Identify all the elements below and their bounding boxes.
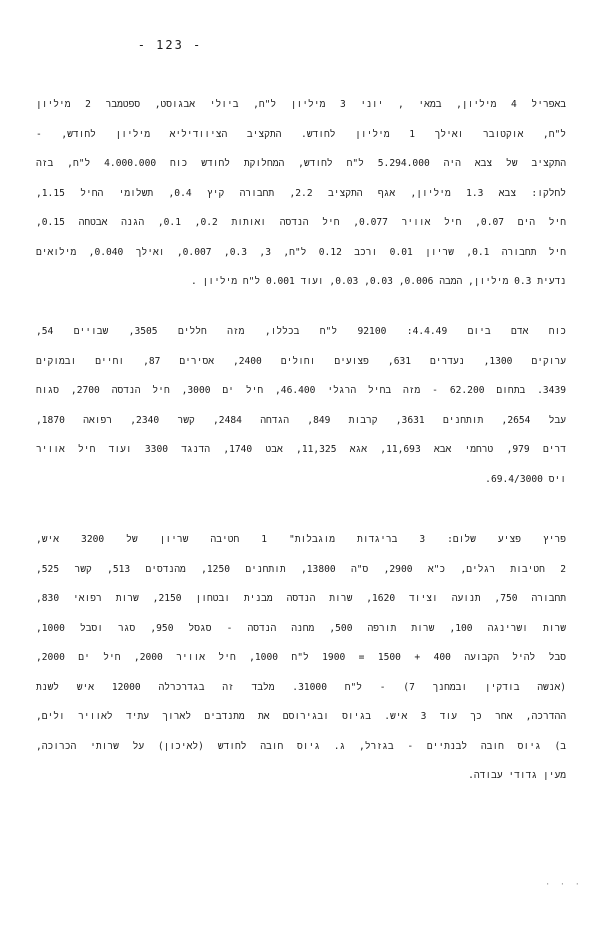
text-line: 2 חטיבות רגלים, כ"א 2900, ס"ה 13800, תותחנים 1250, מהנדסים 513, קשר 525, [36,563,566,575]
text-line: ל"ח, אוקטובר ואילך 1 מיליון לחודש. התקציב הציוודיליא מיליון לחודש, - [36,128,566,140]
text-line: שרות ושרינגה 100, שרות תורפה 500, מחנה הנדסה - סגסל 950, סגר וסבל 1000, [36,622,566,634]
page-number: - 123 - [137,38,203,52]
paragraph-peace-plan [36,525,566,791]
text-line: עבל 2654, תותחנים 3631, קרבות 849, הגדחה 2484, קשר 2340, רפואה 1870, [36,414,566,426]
text-line: ההדרכה, אחר כך עוד 3 איש. בגיוס ובגירוסם את מתנדבים לארוך עתיד לאוויר ולים, [36,711,566,722]
text-line: לחלקו: צבא 1.3 מיליון, אגף התקציב 2.2, תחבורה קיץ 0.4, תשלומי החיל 1.15, [36,187,566,199]
text-line: ב) גיוס חובה לבנתיים - בגזרל, ג. גיוס חובה לחודש (לאיכון) על שרותי הכרוכה, [36,740,566,752]
text-line: 3439. בתחום 62.200 - מזה בחיל הרגלי 46.400, חיל ים 3000, חיל הנדסה 2700, סגוח [36,385,566,396]
paragraph-budget [36,90,566,297]
text-line: תחבורה 750, תנועה וציוד 1620, שרות הנדסה מבנית ובטחון 2150, שרות רפואי 830, [36,593,566,604]
paragraph-manpower [36,317,566,494]
text-line: כוח אדם ביום 4.4.49: 92100 ל"ח בכללו, מזה חללים 3505, שבויים 54, [36,326,566,337]
text-line: נדעית 0.3 מיליון, המבה 0.006, 0.03, 0.03, ועוד 0.001 ל"ח מיליון . [191,276,566,287]
text-line: פריץ פציע שלום: 3 בריגדות מוגבלות" 1 חטיבה שריון של 3200 איש, [36,534,566,545]
text-line: באפריל 4 מיליון, במאי , יוני 3 מיליון ל"ח, ביולי אבגוסט, ספטמבר 2 מיליון [36,99,566,110]
text-line: (אנשה בודקין ובמחנך 7) - ל"ח 31000. מלבד זה בגדרכרלה 12000 איש לשנת [36,681,566,693]
text-line: מעין גדודי עבודה. [468,770,566,781]
text-line: התקציב של צבא היה 5.294.000 ל"ח לחודש, המחלוקת לחודש כוח 4.000.000 ל"ח, בזה [36,158,566,169]
text-line: סבל להיל הקבועה 400 + 1500 = 1900 ל"ח 1000, חיל אוויר 2000, חיל ים 2000, [36,652,566,663]
text-line: דרים 979, טרחמי אבא 11,693, אגא 11,325, אבט 1740, הדנגד 3300 ועוד חיל אוויר [36,444,566,455]
text-line: ויס 69.4/3000. [485,473,566,485]
text-line: חיל תחבורה 0.1, שריון 0.01 ורכב 0.12 ל"ח, 3, 0.3, 0.007, ואילך 0.040, מילואים [36,246,566,258]
text-line: ערוקים 1300, נעדרים 631, פצועים וחולים 2400, אסירים 87, וחיים ובמוקים [36,355,566,367]
text-line: חיל הים 0.07, חיל אוויר 0.077, חיל הנדסה ואותות 0.2, 0.1, הגנה אבטחה 0.15, [36,217,566,228]
scan-mark: · · · [544,880,582,890]
